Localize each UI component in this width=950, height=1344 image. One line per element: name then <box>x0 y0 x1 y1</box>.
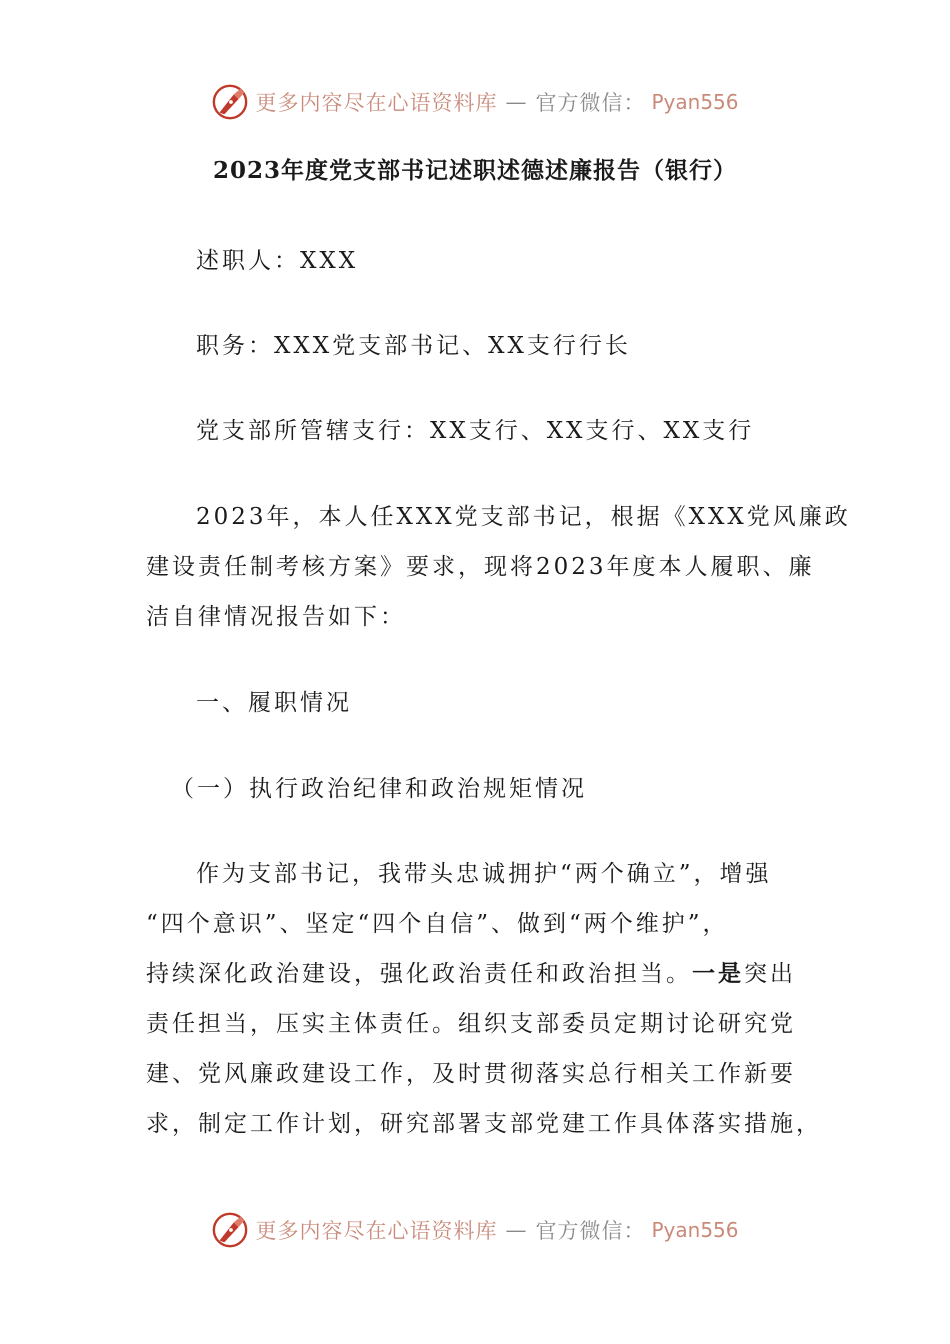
pen-nib-logo-icon <box>211 83 249 121</box>
body-line-5: 建、党风廉政建设工作，及时贯彻落实总行相关工作新要 <box>146 1061 796 1087</box>
position-line: 职务：XXX党支部书记、XX支行行长 <box>196 333 631 359</box>
emphasis-first: 一是 <box>692 960 744 987</box>
branches-line: 党支部所管辖支行：XX支行、XX支行、XX支行 <box>196 418 755 444</box>
subsection-heading: （一）执行政治纪律和政治规矩情况 <box>171 776 587 802</box>
body-line-3-tail: 突出 <box>744 961 796 987</box>
body-line-3 <box>146 955 796 988</box>
watermark-separator: — <box>505 1218 528 1242</box>
section-heading: 一、履职情况 <box>196 690 352 716</box>
watermark-banner-top <box>0 82 950 122</box>
watermark-label: 官方微信： <box>535 1219 646 1243</box>
reporter-line: 述职人：XXX <box>196 248 359 274</box>
intro-line-1: 2023年，本人任XXX党支部书记，根据《XXX党风廉政 <box>196 504 851 530</box>
body-line-1: 作为支部书记，我带头忠诚拥护“两个确立”，增强 <box>196 861 772 887</box>
pen-nib-logo-icon <box>211 1211 249 1249</box>
body-line-4: 责任担当，压实主体责任。组织支部委员定期讨论研究党 <box>146 1011 796 1037</box>
watermark-wechat-id: Pyan556 <box>651 90 739 114</box>
watermark-banner-bottom <box>0 1210 950 1250</box>
body-line-3-text: 持续深化政治建设，强化政治责任和政治担当。 <box>146 961 692 987</box>
watermark-wechat-id: Pyan556 <box>651 1218 739 1242</box>
watermark-label: 官方微信： <box>535 91 646 115</box>
watermark-slogan: 更多内容尽在心语资料库 <box>255 91 498 115</box>
watermark-slogan: 更多内容尽在心语资料库 <box>255 1219 498 1243</box>
document-title: 2023年度党支部书记述职述德述廉报告（银行） <box>212 157 737 184</box>
watermark-separator: — <box>505 90 528 114</box>
body-line-2: “四个意识”、坚定“四个自信”、做到“两个维护”， <box>146 911 729 937</box>
intro-line-2: 建设责任制考核方案》要求，现将2023年度本人履职、廉 <box>146 554 815 580</box>
intro-line-3: 洁自律情况报告如下： <box>146 604 406 630</box>
body-line-6: 求，制定工作计划，研究部署支部党建工作具体落实措施， <box>146 1111 822 1137</box>
